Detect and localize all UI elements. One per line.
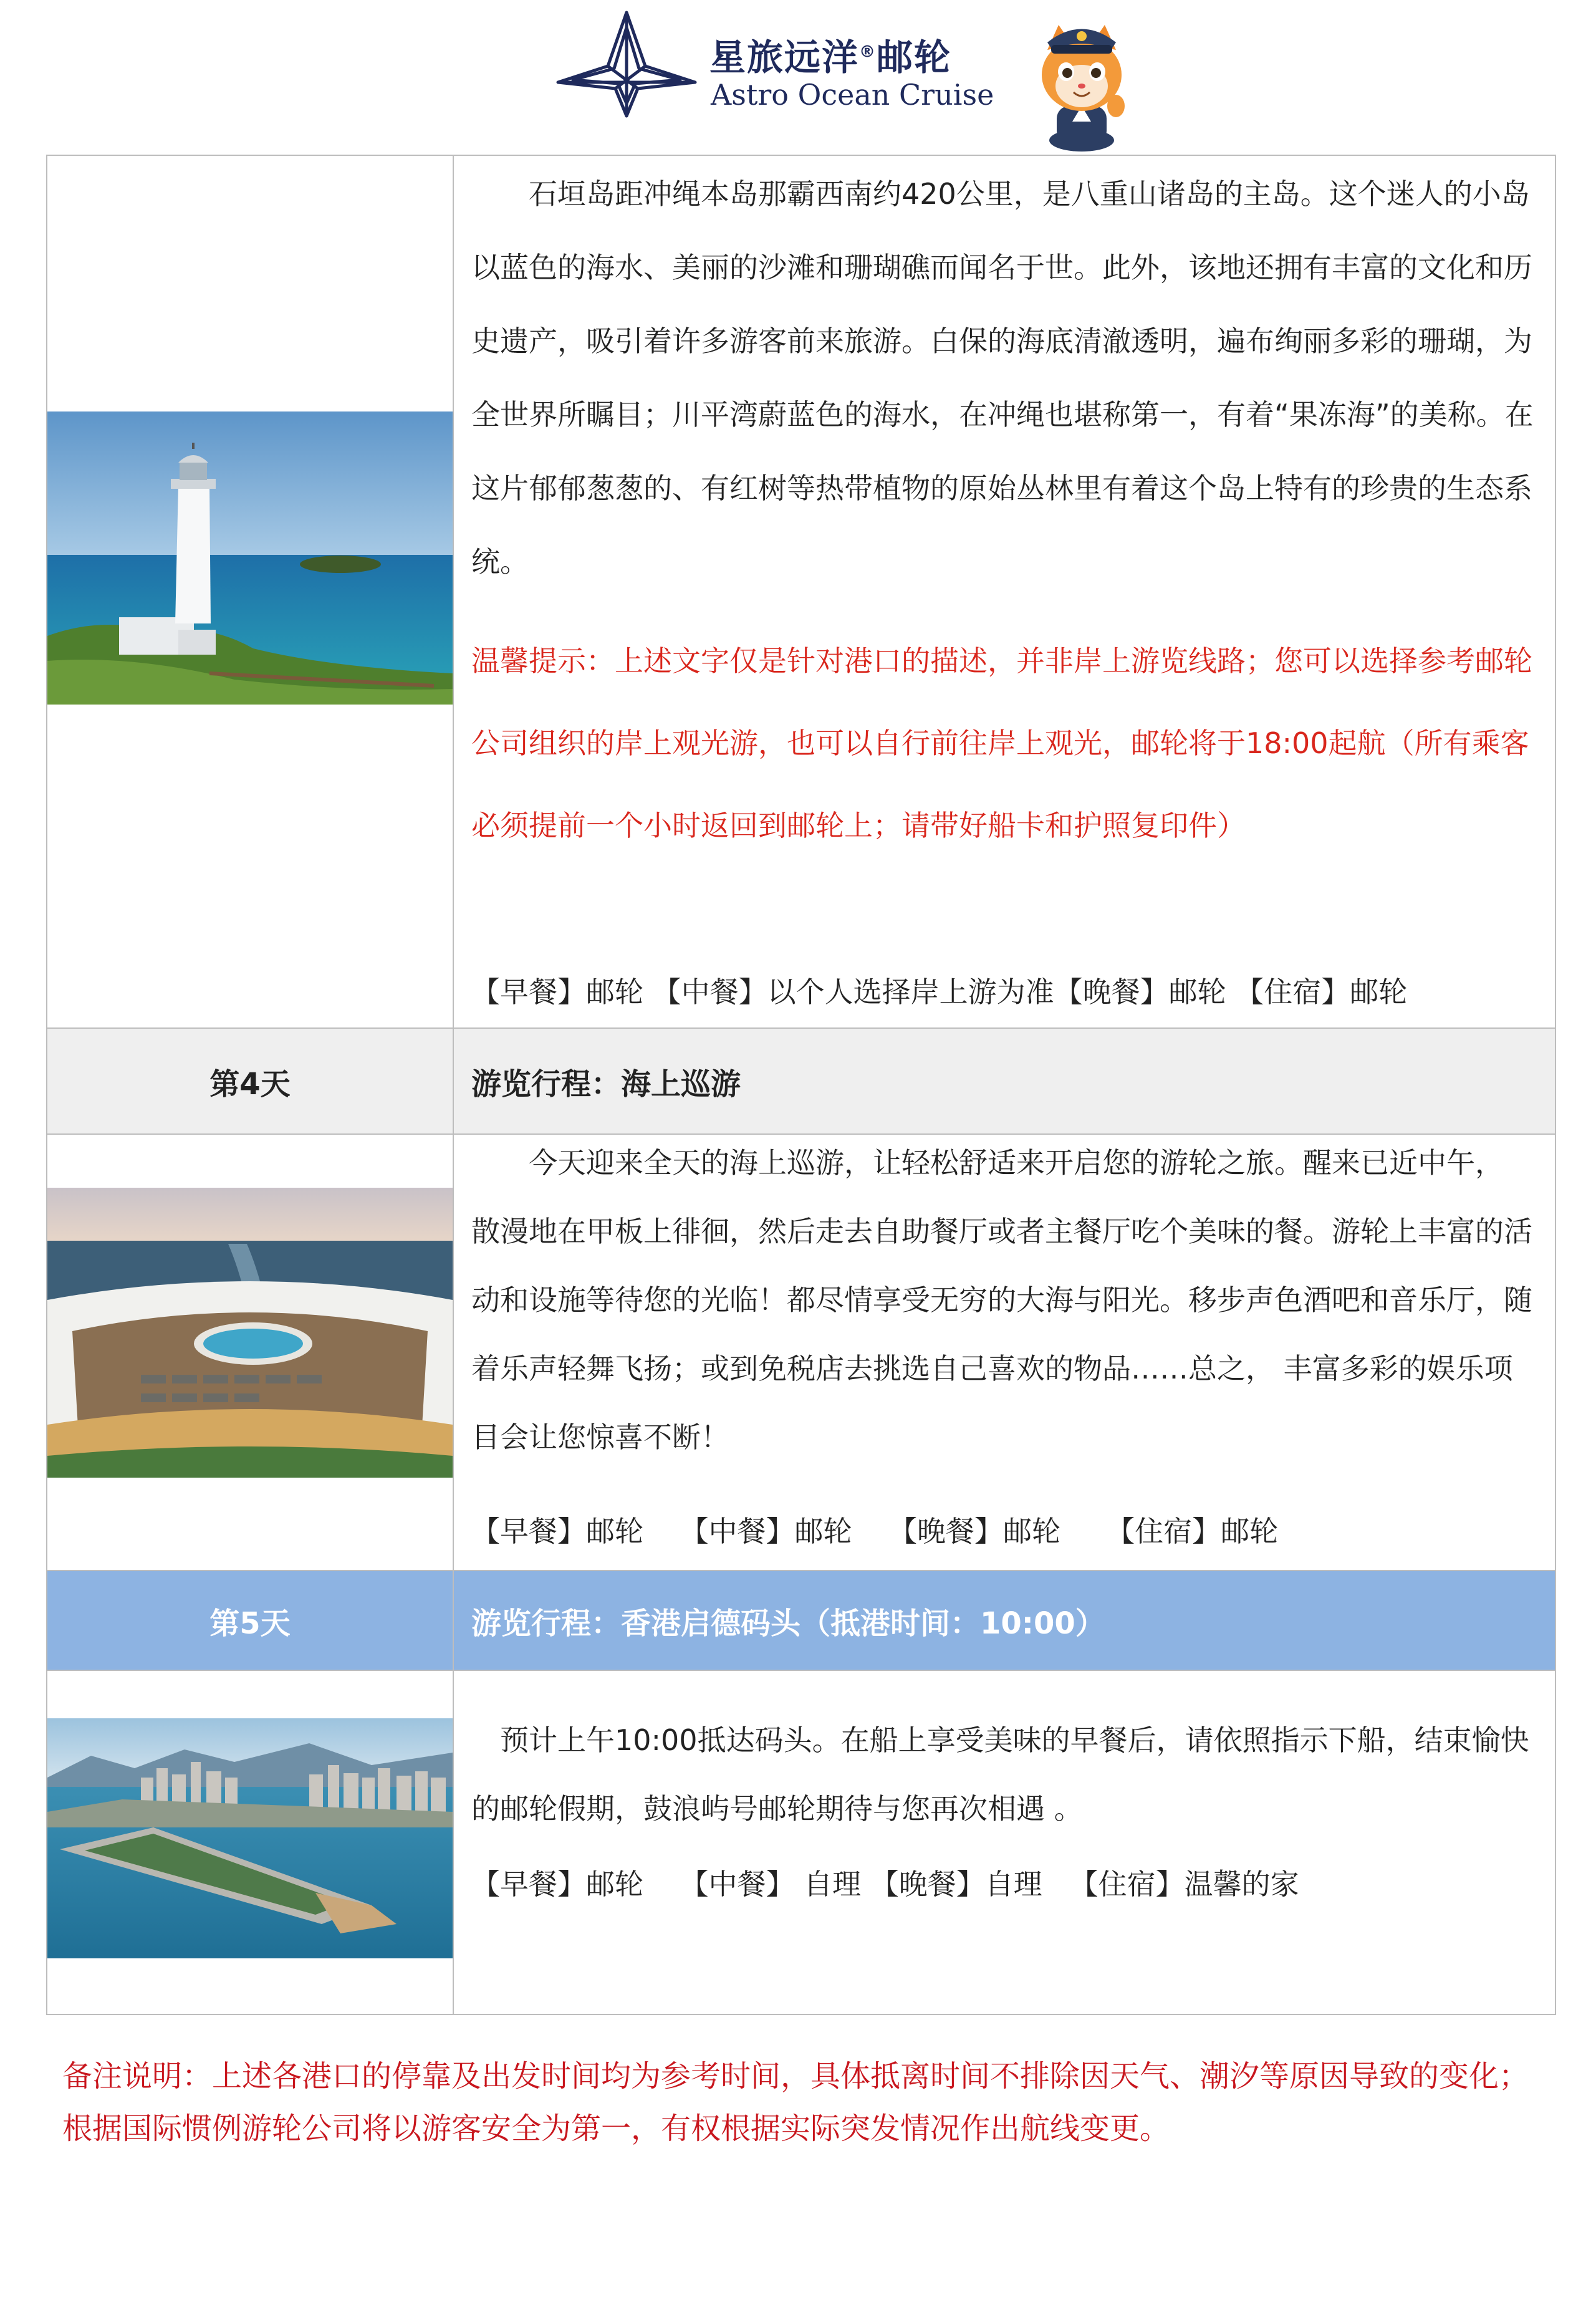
remark-note: 备注说明：上述各港口的停靠及出发时间均为参考时间，具体抵离时间不排除因天气、潮汐等原因导致的变化；根据国际惯例游轮公司将以游客安全为第一，有权根据实际突发情况作出航线变更。 <box>62 2059 1529 2146</box>
compass-star-icon <box>552 9 701 118</box>
day3-meals: 【早餐】邮轮 【中餐】以个人选择岸上游为准【晚餐】邮轮 【住宿】邮轮 <box>471 975 1408 1009</box>
day3-description: 石垣岛距冲绳本岛那霸西南约420公里，是八重山诸岛的主岛。这个迷人的小岛以蓝色的海水、美丽的沙滩和珊瑚礁而闻名于世。此外，该地还拥有丰富的文化和历史遗产，吸引着许多游客前来旅游。白保的海底清澈透明，遍布绚丽多彩的珊瑚，为全世界所瞩目；川平湾蔚蓝色的海水，在冲绳也堪称第一，有着“果冻海”的美称。在这片郁郁葱葱的、有红树等热带植物的原始丛林里有着这个岛上特有的珍贵的生态系统。 <box>471 177 1534 579</box>
day4-text-cell <box>454 1135 1555 1570</box>
page-header <box>0 0 1596 156</box>
hong-kong-kai-tak-terminal-photo <box>47 1718 453 1958</box>
day5-photo-cell <box>47 1671 454 2015</box>
day4-meals: 【早餐】邮轮 【中餐】邮轮 【晚餐】邮轮 【住宿】邮轮 <box>471 1514 1279 1548</box>
day4-header-row <box>47 1029 1555 1135</box>
day3-warning-tip: 温馨提示：上述文字仅是针对港口的描述，并非岸上游览线路；您可以选择参考邮轮公司组织的岸上观光游，也可以自行前往岸上观光，邮轮将于18:00起航（所有乘客必须提前一个小时返回到邮轮上；请带好船卡和护照复印件） <box>471 644 1532 842</box>
itinerary-table <box>46 155 1556 2015</box>
brand-name-english: Astro Ocean Cruise <box>711 78 994 112</box>
day4-label: 第4天 <box>209 1066 291 1102</box>
day5-content-row <box>47 1671 1555 2015</box>
brand-name-chinese: 星旅远洋®邮轮 <box>709 36 952 79</box>
day4-description: 今天迎来全天的海上巡游，让轻松舒适来开启您的游轮之旅。醒来已近中午， 散漫地在甲板上徘徊，然后走去自助餐厅或者主餐厅吃个美味的餐。游轮上丰富的活动和设施等待您的光临！都尽情享受无穷的大海与阳光。移步声色酒吧和音乐厅，随着乐声轻舞飞扬；或到免税店去挑选自己喜欢的物品……总之， 丰富多彩的娱乐项目会让您惊喜不断！ <box>471 1146 1532 1454</box>
lighthouse-seaside-photo <box>47 411 453 705</box>
day5-text-cell <box>454 1671 1555 2015</box>
day5-meals: 【早餐】邮轮 【中餐】 自理 【晚餐】自理 【住宿】温馨的家 <box>471 1867 1299 1901</box>
day4-photo-cell <box>47 1135 454 1570</box>
day4-route-title: 游览行程：海上巡游 <box>471 1066 741 1102</box>
day4-content-row <box>47 1135 1555 1571</box>
cat-captain-mascot <box>1029 12 1135 153</box>
day3-text-cell <box>454 156 1555 1027</box>
day3-content-row <box>47 156 1555 1029</box>
day5-label: 第5天 <box>209 1605 291 1641</box>
day3-photo-cell <box>47 156 454 1027</box>
registered-mark: ® <box>859 42 877 62</box>
cruise-deck-pool-photo <box>47 1188 453 1478</box>
day5-header-row <box>47 1571 1555 1671</box>
day5-route-title: 游览行程：香港启德码头（抵港时间：10:00） <box>471 1605 1105 1641</box>
day5-description: 预计上午10:00抵达码头。在船上享受美味的早餐后，请依照指示下船，结束愉快的邮轮假期，鼓浪屿号邮轮期待与您再次相遇 。 <box>471 1723 1529 1826</box>
